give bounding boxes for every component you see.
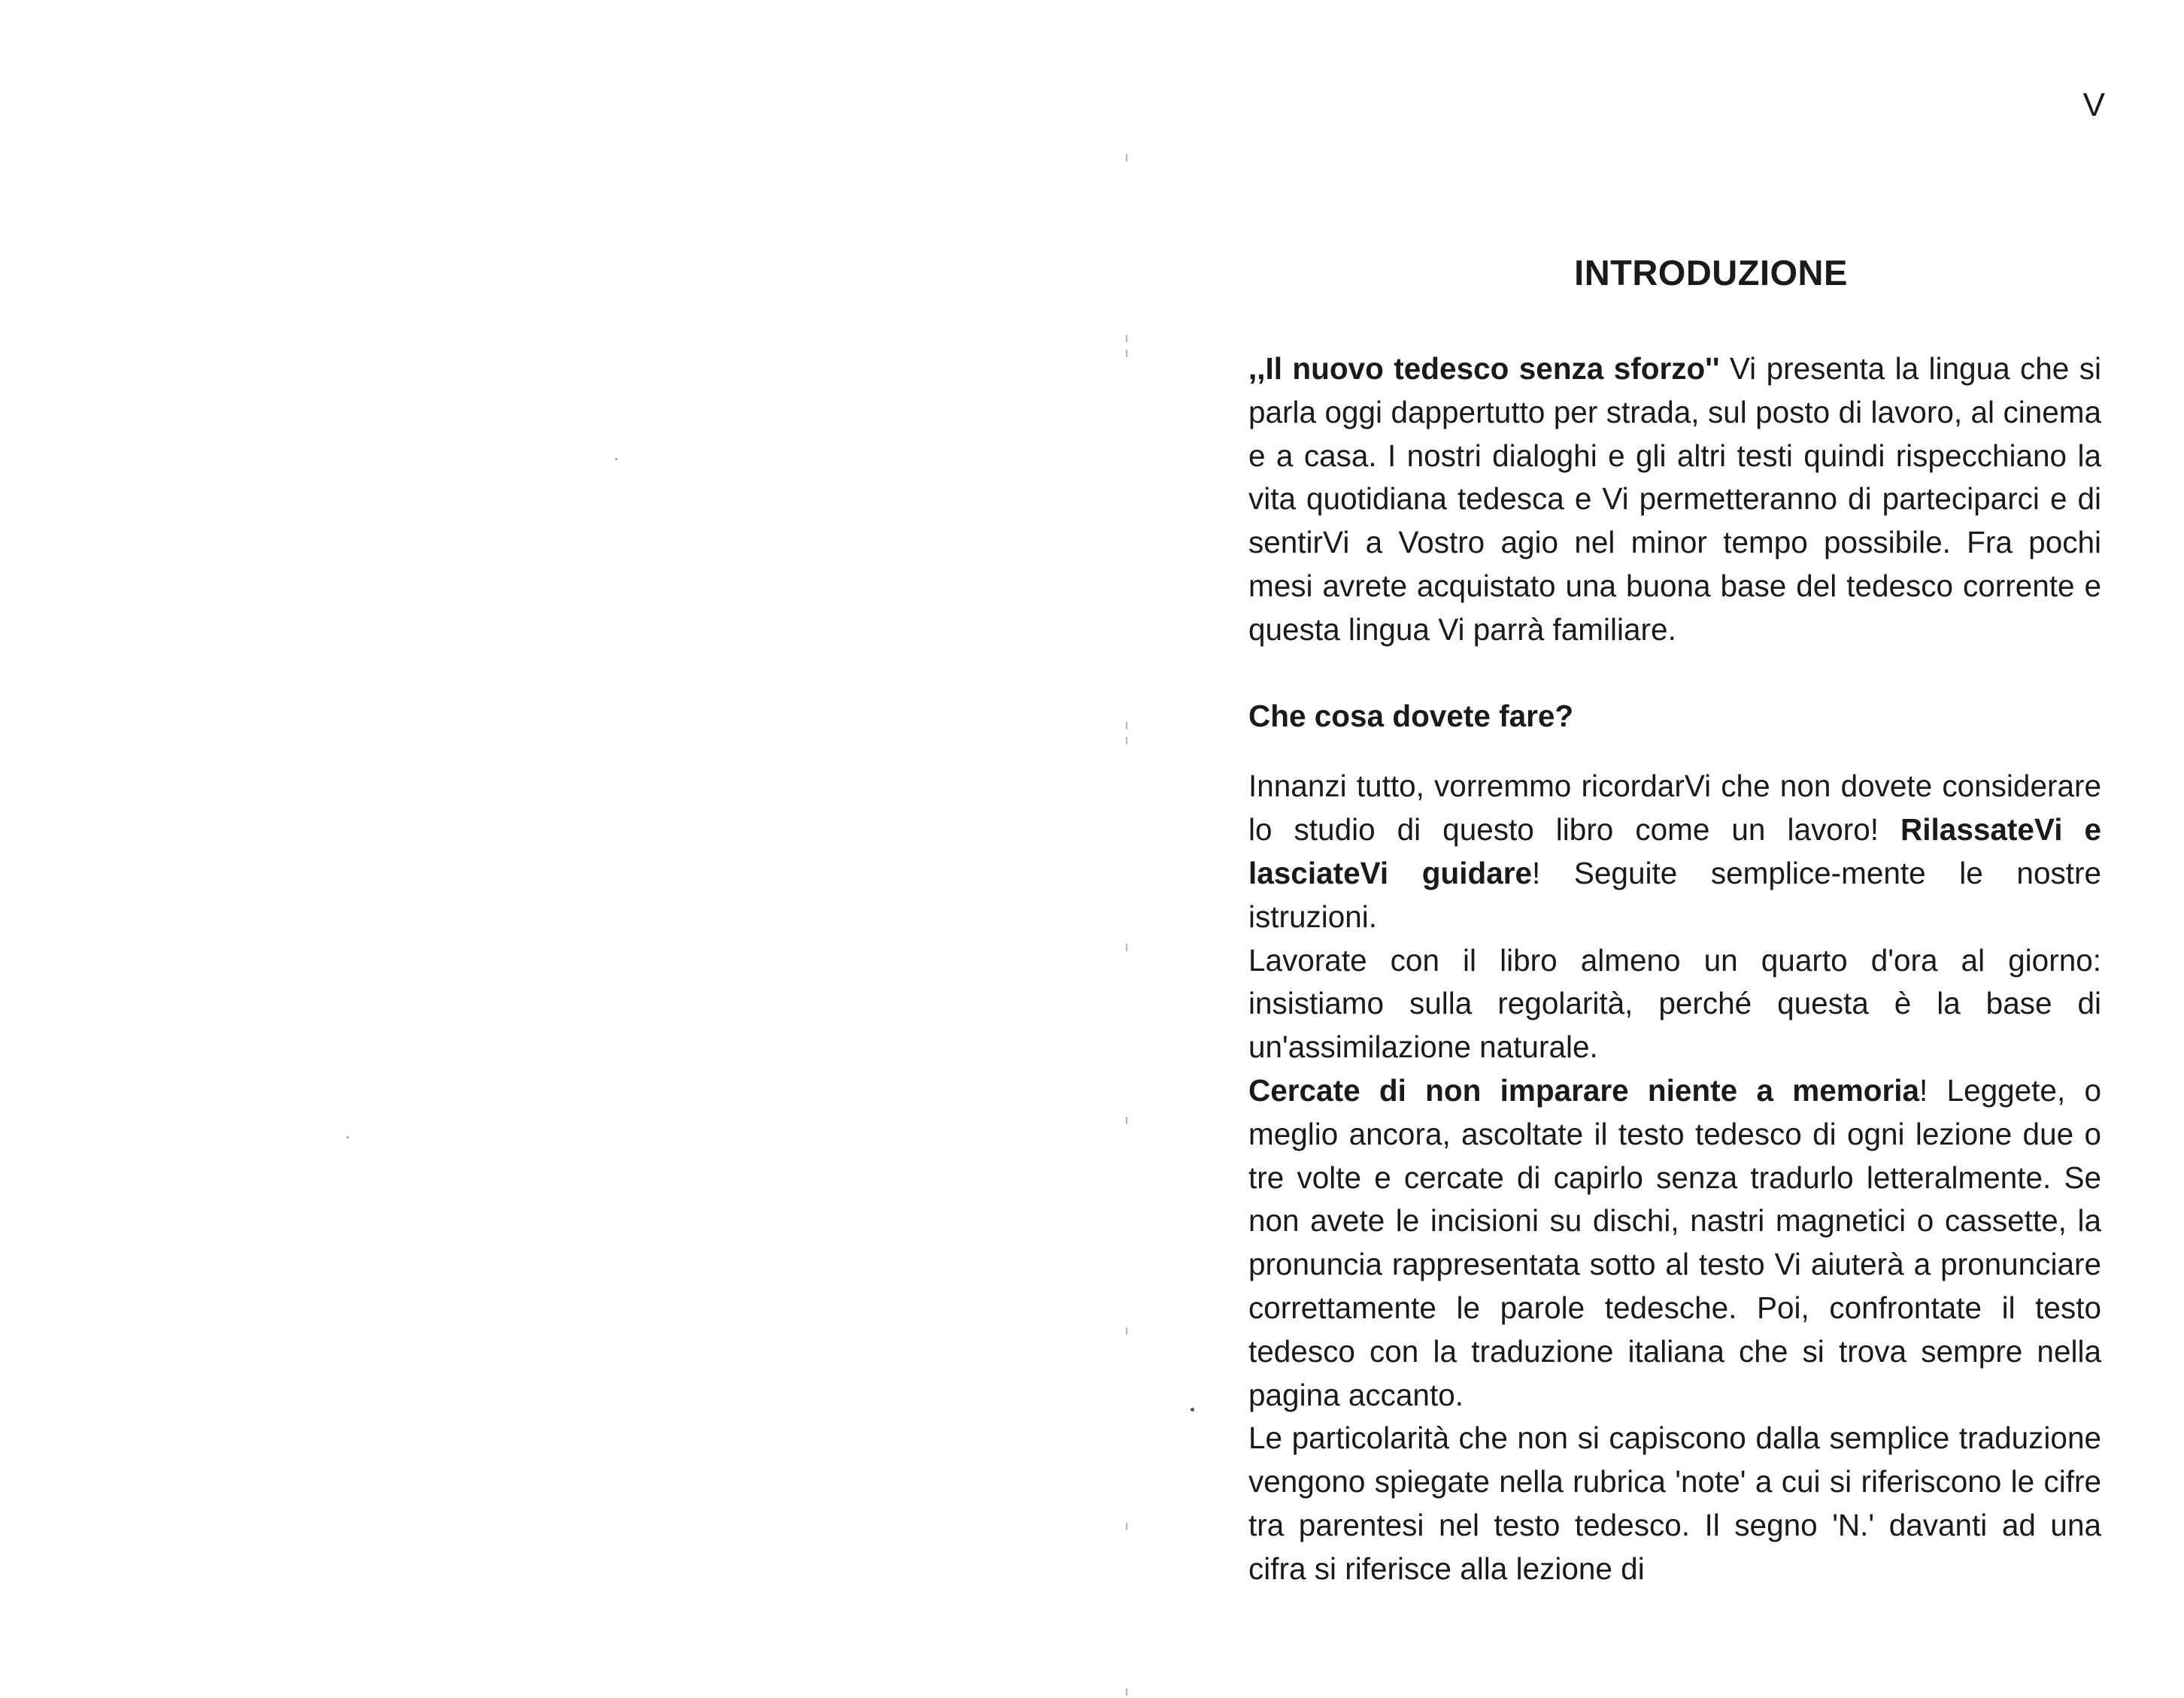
gutter-mark [1126, 737, 1127, 744]
section-heading: Che cosa dovete fare? [1248, 698, 1574, 733]
paper-speck [615, 458, 617, 460]
gutter-mark [1126, 1117, 1127, 1124]
paragraph-regularity: Lavorate con il libro almeno un quarto d'ora al giorno: insistiamo sulla regolarità, perché questa è la base di un'assimilazione naturale. [1248, 942, 2101, 1065]
gutter-mark [1126, 1523, 1127, 1530]
gutter-mark [1126, 1688, 1127, 1696]
page-body [1248, 347, 2101, 1591]
paragraph-memory-bold: Cercate di non imparare niente a memoria [1248, 1072, 1920, 1108]
gutter-mark [1126, 1327, 1127, 1335]
gutter-mark [1126, 722, 1127, 729]
paragraph-notes: Le particolarità che non si capiscono dalla semplice traduzione vengono spiegate nella rubrica 'note' a cui si riferiscono le cifre tra parentesi nel testo tedesco. Il segno 'N.' davanti ad una cifra si riferisce alla lezione di [1248, 1421, 2101, 1586]
intro-paragraph [1248, 347, 2101, 652]
gutter-mark [1126, 335, 1127, 342]
gutter-mark [1126, 154, 1127, 162]
right-page [1248, 0, 2106, 1698]
intro-text: Vi presenta la lingua che si parla oggi dappertutto per strada, sul posto di lavoro, al cinema e a casa. I nostri dialoghi e gli altri testi quindi rispecchiano la vita quotidiana tedesca e Vi permetteranno di parteciparci e di sentirVi a Vostro agio nel minor tempo possibile. Fra pochi mesi avrete acquistato una buona base del tedesco corrente e questa lingua Vi parrà familiare. [1248, 351, 2101, 647]
gutter-mark [1126, 944, 1127, 951]
paragraph-relax-text-b: ! Seguite semplice-mente le nostre istruzioni. [1248, 855, 2101, 934]
page-number: V [2082, 86, 2106, 123]
paragraph-relax-bold: RilassateVi e lasciateVi guidare [1248, 812, 2101, 890]
paragraph-relax-text-a: Innanzi tutto, vorremmo ricordarVi che non dovete considerare lo studio di questo libro come un lavoro! [1248, 769, 2101, 847]
page-title: INTRODUZIONE [1574, 253, 1848, 293]
paragraph-relax [1248, 765, 2101, 938]
paper-speck [347, 1136, 349, 1139]
book-title-bold: ,,Il nuovo tedesco senza sforzo'' [1248, 351, 1720, 386]
gutter-mark [1126, 350, 1127, 357]
paper-speck [1191, 1408, 1194, 1411]
paragraph-memory [1248, 1069, 2101, 1417]
paragraph-memory-text: ! Leggete, o meglio ancora, ascoltate il testo tedesco di ogni lezione due o tre volte e cercate di capirlo senza tradurlo letteralmente. Se non avete le incisioni su dischi, nastri magnetici o cassette, la pronuncia rappresentata sotto al testo Vi aiuterà a pronunciare correttamente le parole tedesche. Poi, confrontate il testo tedesco con la traduzione italiana che si trova sempre nella pagina accanto. [1248, 1072, 2101, 1412]
